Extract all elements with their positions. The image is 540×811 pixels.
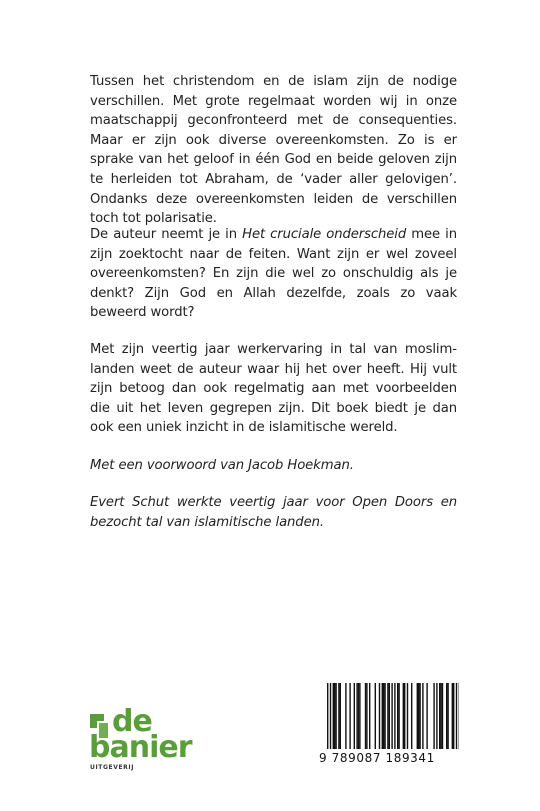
author-bio bbox=[90, 493, 457, 532]
barcode-bar bbox=[365, 683, 366, 749]
publisher-logo bbox=[88, 706, 228, 776]
barcode-bar bbox=[426, 683, 427, 749]
barcode-bar bbox=[335, 683, 336, 749]
logo-word-de: de bbox=[112, 704, 152, 739]
paragraph-text-start: De auteur neemt je in bbox=[90, 227, 243, 242]
barcode-bar bbox=[379, 683, 380, 749]
barcode-bar bbox=[394, 683, 395, 749]
barcode-bar bbox=[411, 683, 412, 749]
barcode-bar bbox=[366, 683, 367, 749]
barcode-bar bbox=[356, 683, 357, 749]
foreword-note bbox=[90, 456, 457, 476]
barcode-bar bbox=[407, 683, 408, 749]
barcode-bar bbox=[397, 683, 398, 749]
barcode-bar bbox=[330, 683, 331, 749]
logo-word-banier: banier bbox=[89, 730, 192, 765]
barcode-bar bbox=[436, 683, 437, 749]
barcode-bar bbox=[383, 683, 384, 749]
barcode-bar bbox=[403, 683, 404, 749]
paragraph-text bbox=[90, 225, 457, 323]
barcode-bar bbox=[391, 683, 392, 749]
barcode-bar bbox=[433, 683, 434, 749]
barcode-bar bbox=[419, 683, 420, 749]
barcode-bar bbox=[327, 683, 328, 749]
barcode-bar bbox=[422, 683, 423, 749]
barcode-bar bbox=[439, 683, 440, 749]
book-title: Het cruciale onderscheid bbox=[242, 227, 407, 242]
barcode-bar bbox=[382, 683, 383, 749]
barcode-bar bbox=[447, 683, 448, 749]
barcode-bar bbox=[418, 683, 419, 749]
paragraph-text: Met zijn veertig jaar werkervaring in tal van moslimlanden weet de auteur waar hij het over heeft. Hij vult zijn betoog dan ook regelmatig aan met voorbeelden die uit het leven gegrepen zijn. Dit boek biedt je dan ook een uniek inzicht in de islamitische wereld. bbox=[90, 342, 457, 436]
barcode-bar bbox=[387, 683, 388, 749]
barcode-bar bbox=[417, 683, 418, 749]
barcode-bar bbox=[338, 683, 339, 749]
blurb-paragraph-3 bbox=[90, 340, 457, 438]
blurb-paragraph-1 bbox=[90, 72, 457, 229]
barcode-bar bbox=[334, 683, 335, 749]
barcode-bar bbox=[333, 683, 334, 749]
paragraph-text-end: mee in zijn zoektocht naar de feiten. Want zijn er wel zoveel overeenkomsten? En zijn die wel zo onschuldig als je denkt? Zijn God en Allah dezelfde, zoals zo vaak beweerd wordt? bbox=[90, 227, 458, 321]
barcode-bar bbox=[398, 683, 399, 749]
barcode-bar bbox=[442, 683, 443, 749]
barcode-bar bbox=[354, 683, 355, 749]
barcode-bar bbox=[384, 683, 385, 749]
paragraph-text: Met een voorwoord van Jacob Hoekman. bbox=[90, 458, 354, 473]
barcode-bar bbox=[358, 683, 359, 749]
barcode-bar bbox=[375, 683, 376, 749]
blurb-paragraph-2 bbox=[90, 225, 457, 323]
barcode-bar bbox=[452, 683, 453, 749]
barcode-bar bbox=[369, 683, 370, 749]
barcode-bar bbox=[340, 683, 341, 749]
barcode-bar bbox=[349, 683, 350, 749]
paragraph-text: Tussen het christendom en de islam zijn de nodige verschillen. Met grote regelmaat worden wij in onze maatschappij geconfronteerd met de consequenties. Maar er zijn ook diverse overeenkomsten. Zo is er sprake van het geloof in één God en beide geloven zijn te herleiden tot Abraham, de ‘vader aller gelovigen’. Ondanks deze overeenkomsten leiden de verschillen toch tot polarisatie. bbox=[90, 74, 457, 227]
logo-subtitle: UITGEVERIJ bbox=[90, 764, 135, 771]
barcode-bar bbox=[453, 683, 454, 749]
barcode-bar bbox=[446, 683, 447, 749]
paragraph-text: Evert Schut werkte veertig jaar voor Open Doors en bezocht tal van islamitische landen. bbox=[90, 495, 457, 530]
barcode-bar bbox=[359, 683, 360, 749]
barcode-bar bbox=[389, 683, 390, 749]
isbn-number: 9 789087 189341 bbox=[319, 751, 435, 765]
barcode-bar bbox=[345, 683, 346, 749]
barcode-bar bbox=[456, 683, 457, 749]
barcode-bar bbox=[440, 683, 441, 749]
isbn-barcode bbox=[319, 680, 464, 774]
barcode-bars bbox=[327, 683, 459, 751]
barcode-bar bbox=[404, 683, 405, 749]
